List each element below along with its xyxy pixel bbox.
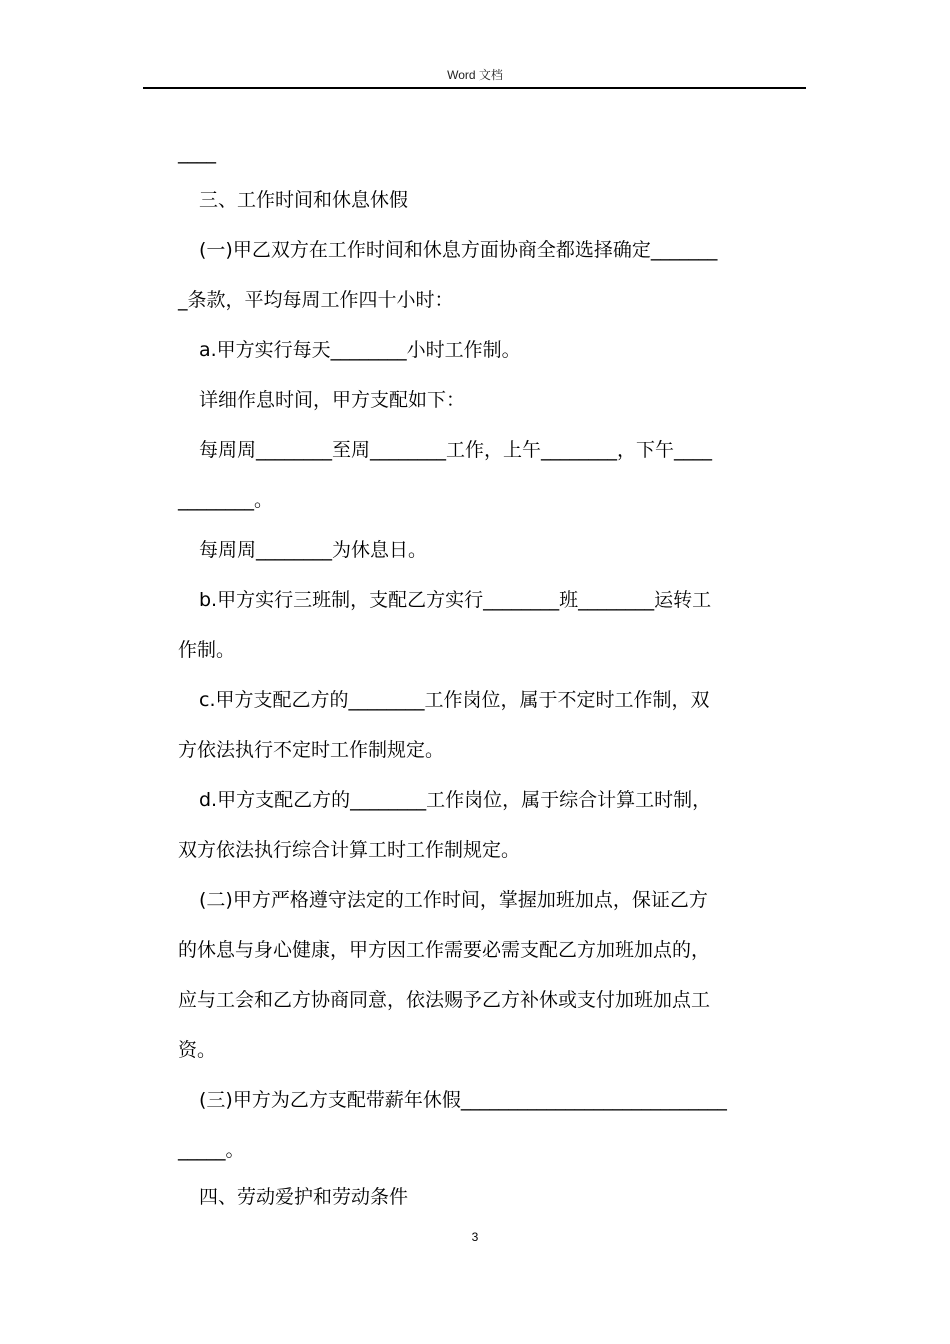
text-line: _____。 — [178, 1139, 245, 1161]
section-heading: 四、劳动爱护和劳动条件 — [199, 1186, 409, 1208]
text-line: 作制。 — [178, 639, 236, 661]
page-header: Word 文档 — [447, 68, 503, 82]
text-line: a.甲方实行每天________小时工作制。 — [199, 339, 521, 361]
text-line: b.甲方实行三班制，支配乙方实行________班________运转工 — [199, 589, 712, 611]
text-line: d.甲方支配乙方的________工作岗位，属于综合计算工时制， — [199, 789, 712, 811]
text-line: ________。 — [178, 489, 274, 511]
text-line: 每周周________至周________工作，上午________，下午____ — [199, 439, 713, 461]
text-line: c.甲方支配乙方的________工作岗位，属于不定时工作制，双 — [199, 689, 710, 711]
text-line: 方依法执行不定时工作制规定。 — [178, 739, 445, 761]
header-divider — [143, 87, 806, 89]
text-line: 每周周________为休息日。 — [199, 539, 428, 561]
text-line: 的休息与身心健康，甲方因工作需要必需支配乙方加班加点的， — [178, 939, 711, 961]
text-line: 详细作息时间，甲方支配如下： — [199, 389, 466, 411]
text-line: 资。 — [178, 1039, 217, 1061]
section-heading: 三、工作时间和休息休假 — [199, 189, 409, 211]
page-number: 3 — [471, 1230, 479, 1244]
text-line: 应与工会和乙方协商同意，依法赐予乙方补休或支付加班加点工 — [178, 989, 711, 1011]
text-line: _条款，平均每周工作四十小时： — [178, 289, 454, 311]
text-line: 双方依法执行综合计算工时工作制规定。 — [178, 839, 521, 861]
text-line: ____ — [178, 142, 216, 164]
text-line: (二)甲方严格遵守法定的工作时间，掌握加班加点，保证乙方 — [199, 889, 708, 911]
text-line: (一)甲乙双方在工作时间和休息方面协商全都选择确定_______ — [199, 239, 718, 261]
text-line: (三)甲方为乙方支配带薪年休假____________________________ — [199, 1089, 727, 1111]
